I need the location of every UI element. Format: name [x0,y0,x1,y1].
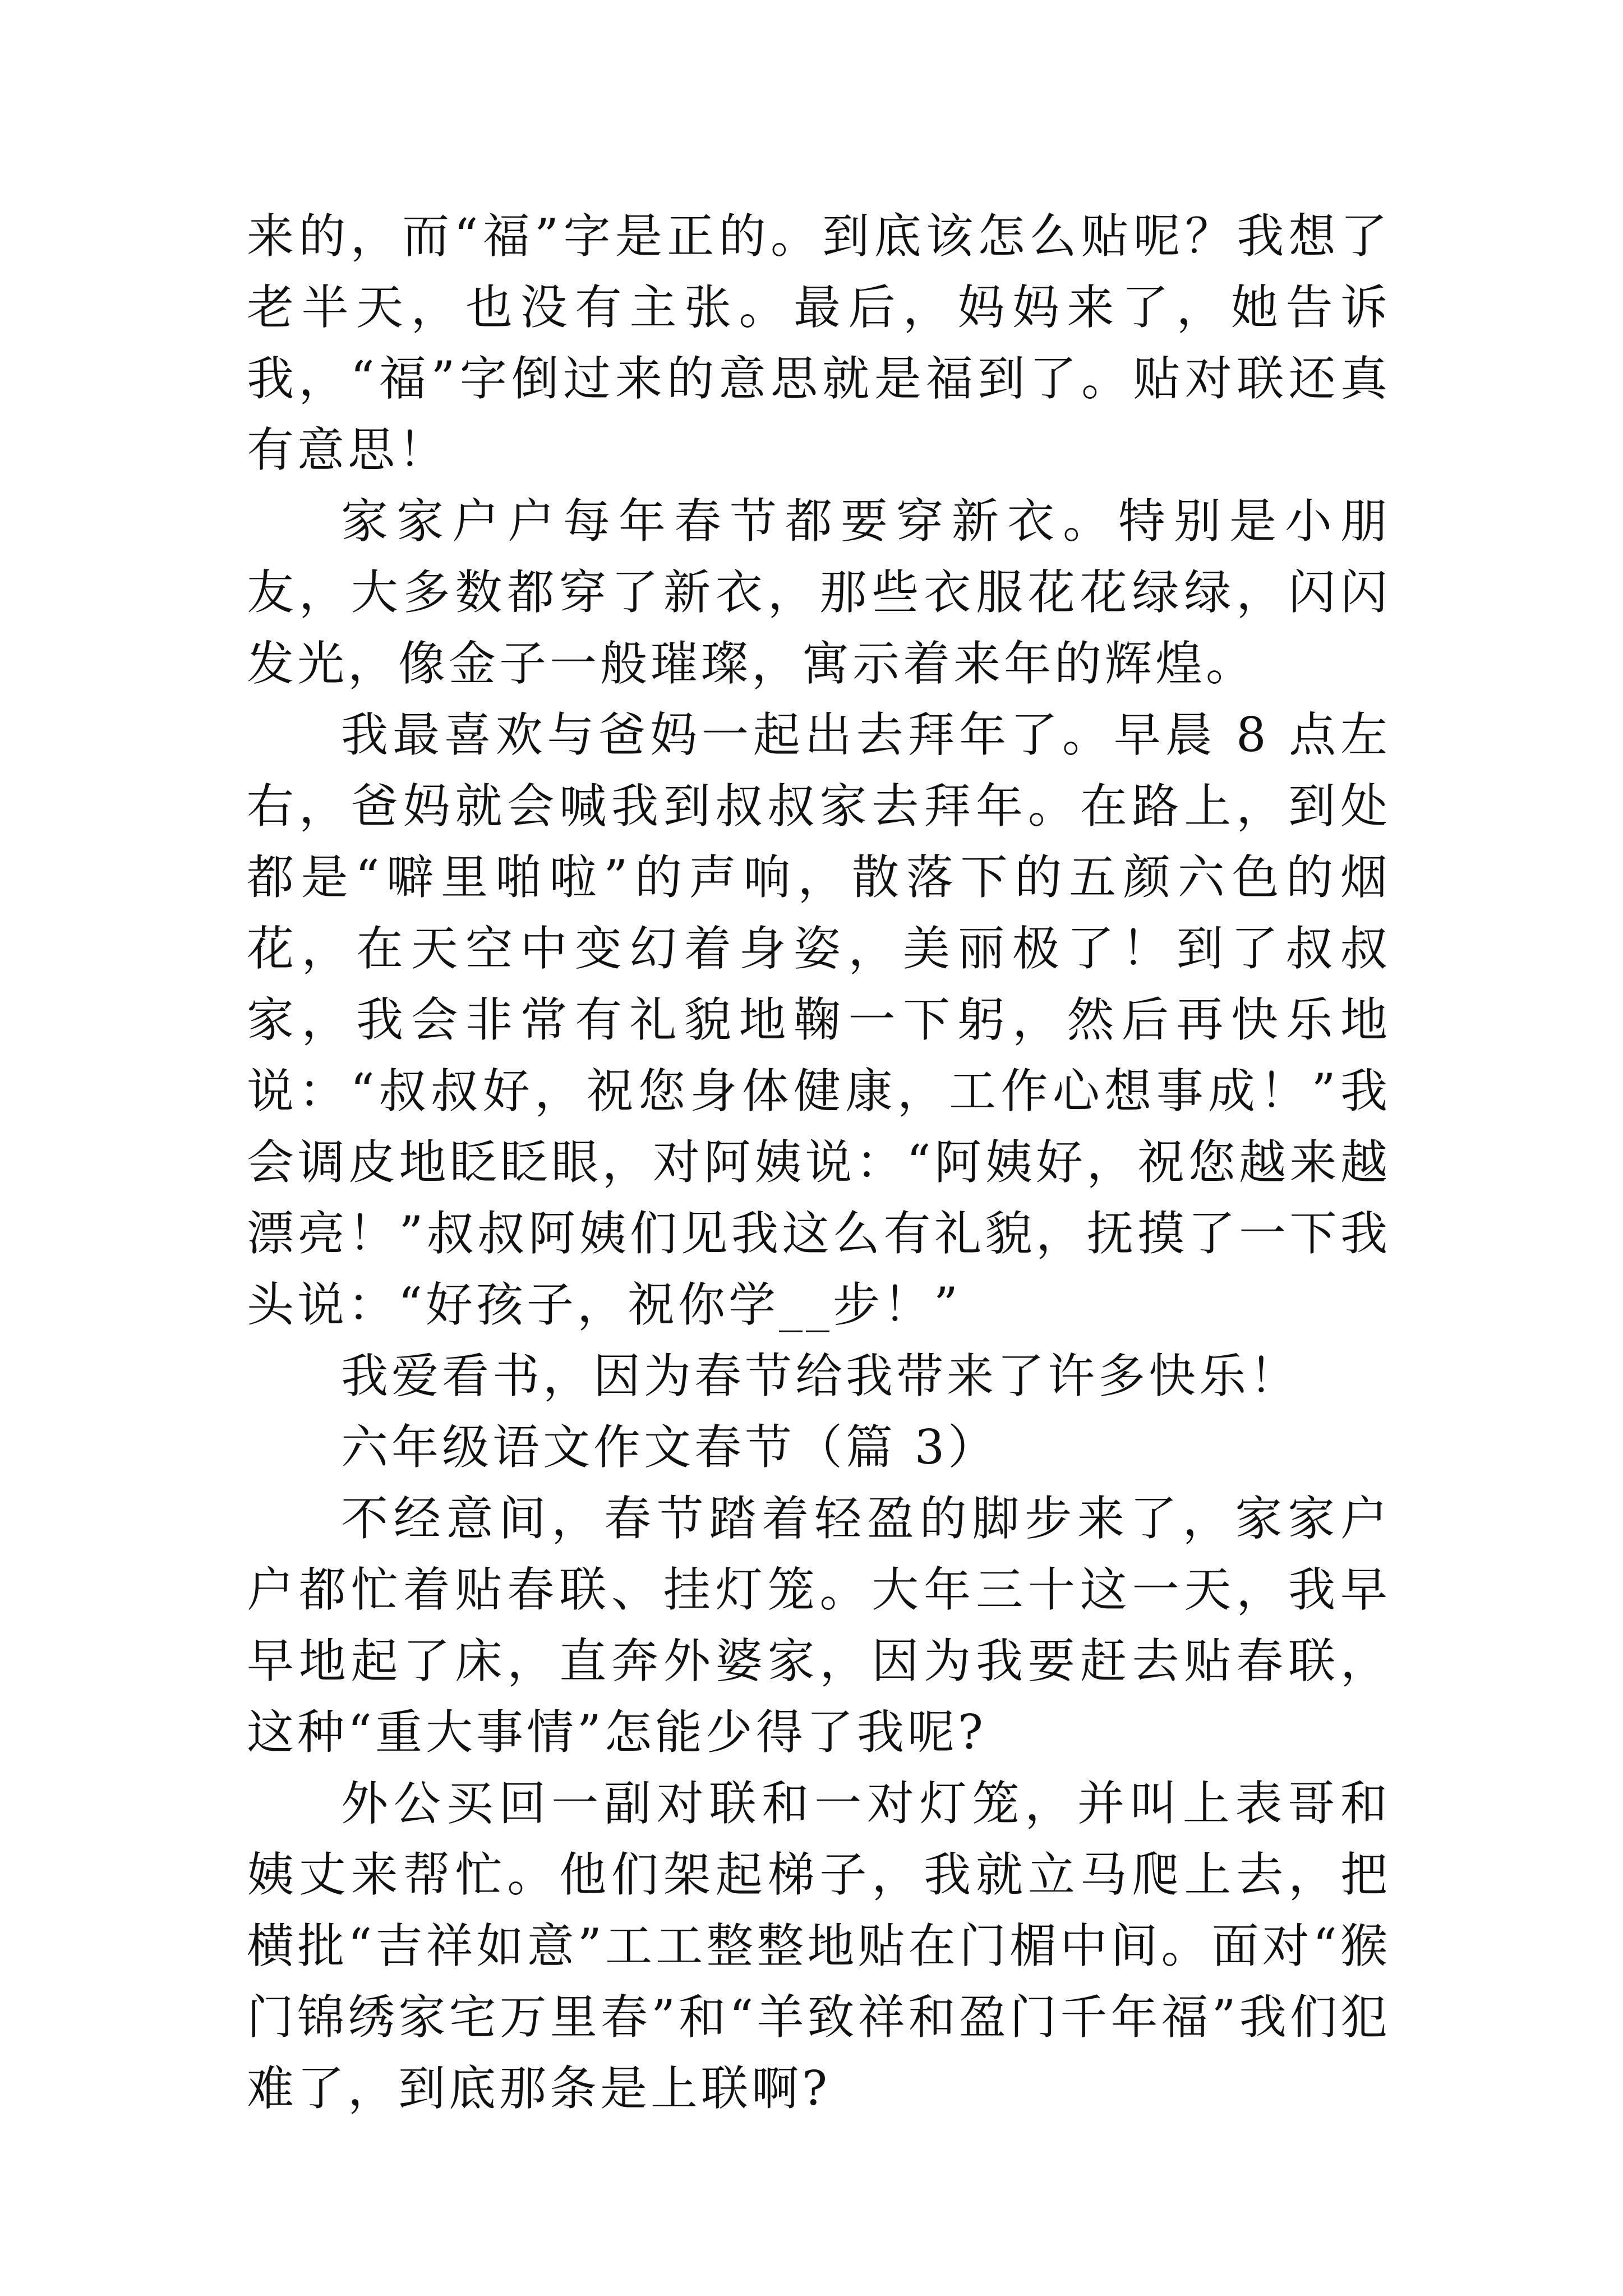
paragraph-4: 我爱看书，因为春节给我带来了许多快乐！ [341,1349,1301,1404]
document-body [247,201,1391,2124]
paragraph-3: 我最喜欢与爸妈一起出去拜年了。早晨 8 点左右，爸妈就会喊我到叔叔家去拜年。在路上，到处都是“噼里啪啦”的声响，散落下的五颜六色的烟花，在天空中变幻着身姿，美丽极了！到了叔叔家，我会非常有礼貌地鞠一下躬，然后再快乐地说：“叔叔好，祝您身体健康，工作心想事成！”我会调皮地眨眨眼，对阿姨说：“阿姨好，祝您越来越漂亮！”叔叔阿姨们见我这么有礼貌，抚摸了一下我头说：“好孩子，祝你学__步！” [247,707,1391,1332]
paragraph-6: 外公买回一副对联和一对灯笼，并叫上表哥和姨丈来帮忙。他们架起梯子，我就立马爬上去，把横批“吉祥如意”工工整整地贴在门楣中间。面对“猴门锦绣家宅万里春”和“羊致祥和盈门千年福”我们犯难了，到底那条是上联啊? [247,1776,1391,2116]
section-heading: 六年级语文作文春节（篇 3） [341,1420,999,1475]
paragraph-2: 家家户户每年春节都要穿新衣。特别是小朋友，大多数都穿了新衣，那些衣服花花绿绿，闪闪发光，像金子一般璀璨，寓示着来年的辉煌。 [247,494,1391,691]
paragraph-1: 来的，而“福”字是正的。到底该怎么贴呢？我想了老半天，也没有主张。最后，妈妈来了，她告诉我，“福”字倒过来的意思就是福到了。贴对联还真有意思！ [247,209,1391,477]
paragraph-5: 不经意间，春节踏着轻盈的脚步来了，家家户户都忙着贴春联、挂灯笼。大年三十这一天，我早早地起了床，直奔外婆家，因为我要赶去贴春联，这种“重大事情”怎能少得了我呢? [247,1491,1391,1760]
